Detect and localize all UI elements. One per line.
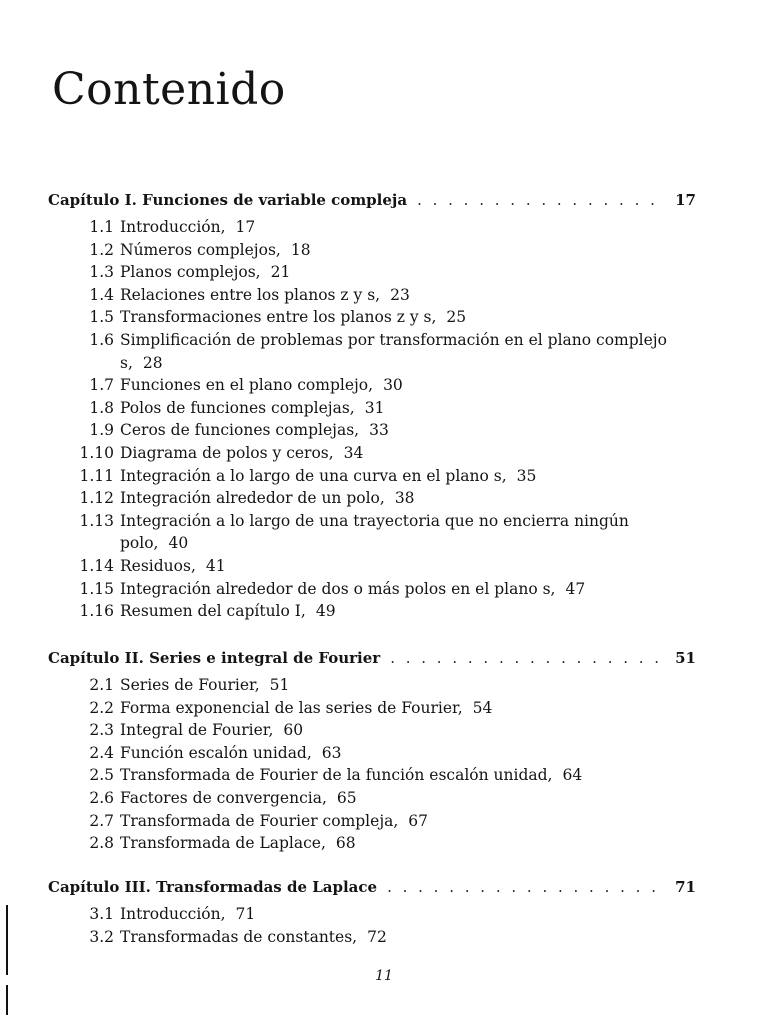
section-entry <box>66 442 686 465</box>
section-entry <box>66 284 686 307</box>
section-number: 2.2 <box>89 698 114 717</box>
section-title: Transformada de Fourier compleja, 67 <box>120 811 429 830</box>
section-entry <box>66 578 686 601</box>
section-entry <box>66 487 686 510</box>
section-page: 65 <box>336 788 357 807</box>
page-title: Contenido <box>52 64 286 115</box>
section-title: Transformadas de constantes, 72 <box>120 927 387 946</box>
section-title: Integración a lo largo de una curva en el plano s, 35 <box>120 466 537 485</box>
section-entry <box>66 261 686 284</box>
section-number: 2.5 <box>89 766 114 785</box>
section-title: Diagrama de polos y ceros, 34 <box>120 443 364 462</box>
chapter-title: Capítulo III. Transformadas de Laplace <box>48 878 378 896</box>
section-page: 47 <box>565 579 586 598</box>
section-entry <box>66 787 686 810</box>
section-title: Función escalón unidad, 63 <box>120 743 342 762</box>
section-list <box>66 903 686 948</box>
section-entry <box>66 239 686 262</box>
section-title: Transformaciones entre los planos z y s, 25 <box>120 308 467 327</box>
section-number: 2.4 <box>89 743 114 762</box>
section-title: Series de Fourier, 51 <box>120 676 290 694</box>
section-title: Introducción, 17 <box>120 218 256 236</box>
section-entry <box>66 697 686 720</box>
section-page: 54 <box>472 698 493 717</box>
section-number: 1.5 <box>89 308 114 327</box>
section-page: 33 <box>369 421 389 440</box>
section-page: 51 <box>269 676 290 694</box>
section-entry <box>66 329 686 374</box>
section-title: Forma exponencial de las series de Fourier, 54 <box>120 698 493 717</box>
section-number: 1.11 <box>79 466 114 485</box>
section-number: 1.2 <box>89 240 114 259</box>
section-number: 1.8 <box>89 398 114 417</box>
chapter-heading <box>48 189 696 211</box>
section-page: 71 <box>235 905 256 923</box>
section-number: 2.7 <box>89 811 114 830</box>
section-entry <box>66 764 686 787</box>
section-number: 1.13 <box>79 511 114 530</box>
section-entry <box>66 216 686 239</box>
section-list <box>66 674 686 855</box>
section-entry <box>66 555 686 578</box>
section-number: 1.15 <box>79 579 114 598</box>
section-entry <box>66 674 686 697</box>
section-number: 1.10 <box>79 443 114 462</box>
section-number: 1.3 <box>89 263 114 282</box>
section-title: Integración alrededor de dos o más polos en el plano s, 47 <box>120 579 586 598</box>
section-page: 67 <box>408 811 429 830</box>
section-page: 41 <box>205 556 226 575</box>
section-number: 2.6 <box>89 788 114 807</box>
section-page: 28 <box>142 353 163 372</box>
section-number: 1.16 <box>79 602 114 621</box>
section-page: 30 <box>383 376 403 395</box>
section-page: 63 <box>321 743 342 762</box>
section-page: 64 <box>562 766 583 785</box>
section-title: Simplificación de problemas por transformación en el plano complejo s, 28 <box>120 330 667 372</box>
section-page: 25 <box>446 308 467 327</box>
page-number: 11 <box>375 968 393 984</box>
section-number: 1.7 <box>89 376 114 395</box>
section-title: Integración a lo largo de una trayectoria que no encierra ningún polo, 40 <box>120 511 629 553</box>
section-list <box>66 216 686 623</box>
section-number: 3.1 <box>89 905 114 923</box>
section-entry <box>66 374 686 397</box>
leader-dots <box>417 189 667 211</box>
section-entry <box>66 742 686 765</box>
leader-dots <box>390 647 667 669</box>
section-entry <box>66 903 686 926</box>
section-entry <box>66 810 686 833</box>
section-entry <box>66 397 686 420</box>
section-title: Relaciones entre los planos z y s, 23 <box>120 285 410 304</box>
section-number: 1.1 <box>89 218 114 236</box>
section-number: 3.2 <box>89 927 114 946</box>
section-page: 38 <box>394 489 415 508</box>
section-title: Introducción, 71 <box>120 905 256 923</box>
section-title: Factores de convergencia, 65 <box>120 788 357 807</box>
section-title: Resumen del capítulo I, 49 <box>120 602 336 621</box>
scan-edge-mark <box>6 905 8 975</box>
section-title: Números complejos, 18 <box>120 240 311 259</box>
scan-edge-mark <box>6 985 8 1015</box>
chapter-title: Capítulo II. Series e integral de Fourier <box>48 649 381 667</box>
section-entry <box>66 306 686 329</box>
section-number: 2.3 <box>89 721 114 740</box>
section-page: 17 <box>235 218 256 236</box>
section-number: 1.14 <box>79 556 114 575</box>
section-title: Planos complejos, 21 <box>120 263 291 282</box>
chapter-heading <box>48 876 696 898</box>
section-entry <box>66 719 686 742</box>
chapter-heading <box>48 647 696 669</box>
section-number: 2.8 <box>89 834 114 853</box>
section-page: 23 <box>390 285 410 304</box>
section-title: Ceros de funciones complejas, 33 <box>120 421 389 440</box>
section-page: 21 <box>270 263 291 282</box>
section-entry <box>66 926 686 949</box>
section-entry <box>66 832 686 855</box>
section-title: Funciones en el plano complejo, 30 <box>120 376 403 395</box>
chapter-page: 17 <box>675 191 696 209</box>
section-number: 1.9 <box>89 421 114 440</box>
section-title: Residuos, 41 <box>120 556 226 575</box>
leader-dots <box>387 876 667 898</box>
section-page: 35 <box>516 466 537 485</box>
section-number: 1.6 <box>89 330 114 349</box>
section-page: 68 <box>335 834 356 853</box>
section-title: Polos de funciones complejas, 31 <box>120 398 385 417</box>
section-number: 2.1 <box>89 676 114 694</box>
chapter-title: Capítulo I. Funciones de variable compleja <box>48 191 408 209</box>
chapter-page: 51 <box>675 649 696 667</box>
section-entry <box>66 600 686 623</box>
section-page: 72 <box>367 927 387 946</box>
section-entry <box>66 465 686 488</box>
section-title: Transformada de Fourier de la función escalón unidad, 64 <box>120 766 583 785</box>
section-entry <box>66 419 686 442</box>
section-entry <box>66 510 686 555</box>
section-page: 60 <box>283 721 304 740</box>
section-number: 1.4 <box>89 285 114 304</box>
section-title: Integral de Fourier, 60 <box>120 721 304 740</box>
section-page: 31 <box>364 398 385 417</box>
section-page: 18 <box>290 240 311 259</box>
section-title: Transformada de Laplace, 68 <box>120 834 356 853</box>
section-page: 34 <box>343 443 364 462</box>
section-page: 49 <box>315 602 336 621</box>
section-title: Integración alrededor de un polo, 38 <box>120 489 415 508</box>
chapter-page: 71 <box>675 878 696 896</box>
section-page: 40 <box>168 534 189 553</box>
section-number: 1.12 <box>79 489 114 508</box>
